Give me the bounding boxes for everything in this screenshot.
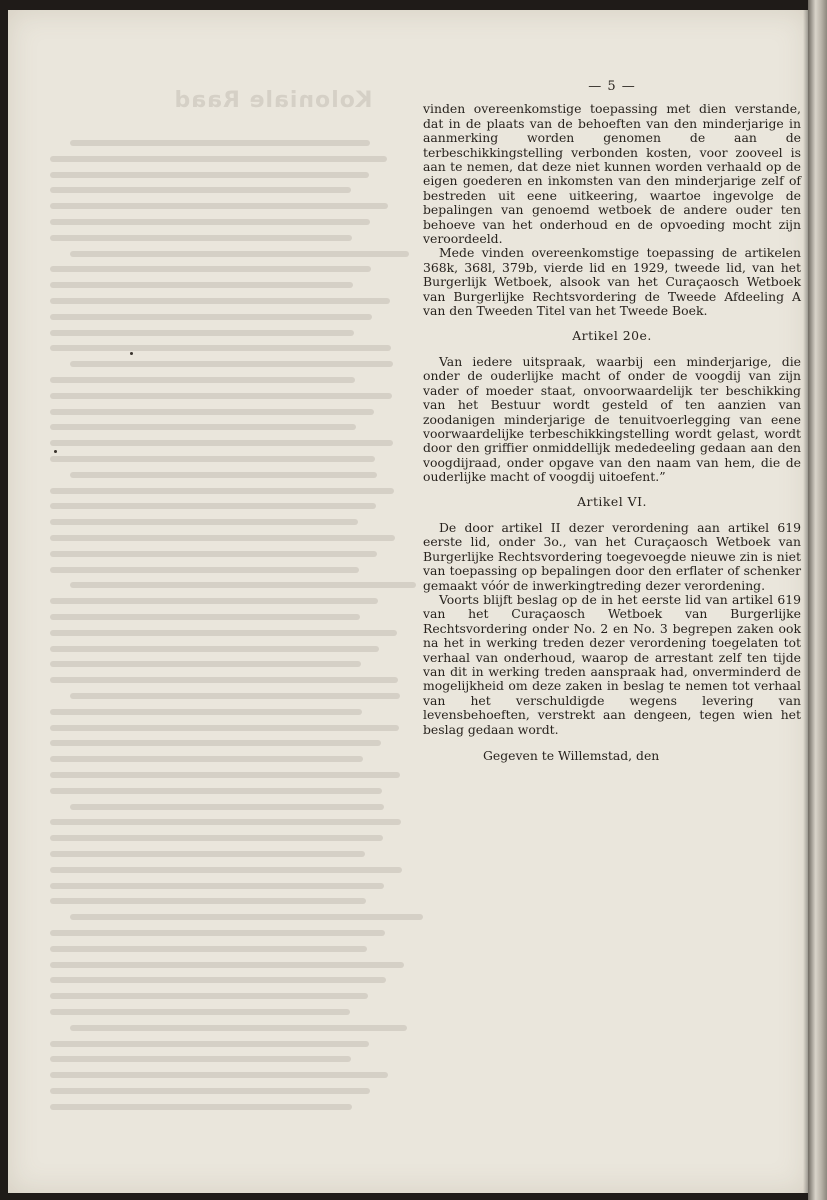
page-number: — 5 —: [588, 79, 636, 94]
speck: [54, 450, 57, 453]
bleed-through-line: [50, 1009, 350, 1015]
bleed-through-line: [50, 598, 378, 604]
document-body: [423, 102, 801, 763]
next-page-edge: [808, 0, 827, 1200]
bleed-through-line: [50, 977, 386, 983]
bleed-through-line: [50, 535, 395, 541]
bleed-through-line: [50, 298, 390, 304]
bleed-through-line: [50, 409, 374, 415]
bleed-through-line: [50, 740, 381, 746]
bleed-through-line: [50, 1072, 388, 1078]
bleed-through-line: [50, 993, 368, 999]
bleed-through-line: [70, 140, 370, 146]
bleed-through-line: [50, 314, 372, 320]
bleed-through-line: [50, 946, 367, 952]
bleed-through-line: [50, 456, 375, 462]
bleed-through-line: [50, 835, 383, 841]
bleed-through-line: [50, 330, 354, 336]
bleed-through-line: [70, 804, 384, 810]
article-heading: Artikel 20e.: [572, 327, 652, 343]
bleed-through-line: [50, 1088, 370, 1094]
bleed-through-line: [50, 867, 402, 873]
article-heading: Artikel VI.: [577, 493, 647, 509]
bleed-through-line: [50, 1104, 352, 1110]
bleed-through-line: [70, 361, 393, 367]
paragraph: De door artikel II dezer verordening aan artikel 619 eerste lid, onder 3o., van het Curaçaosch Wetboek van Burgerlijke Rechtsvordering toegevoegde nieuwe zin is niet van toepassing op bepalingen door den erflater of schenker gemaakt vóór de inwerkingtreding dezer verordening.: [423, 519, 801, 593]
bleed-through-line: [50, 203, 388, 209]
bleed-through-line: [50, 156, 387, 162]
bleed-through-line: [50, 898, 366, 904]
bleed-through-line: [50, 172, 369, 178]
bleed-through-line: [50, 930, 385, 936]
bleed-through-line: [50, 709, 362, 715]
bleed-through-heading: Koloniale Raad: [173, 88, 373, 113]
bleed-through-line: [50, 282, 353, 288]
speck: [130, 352, 133, 355]
bleed-through-line: [50, 503, 376, 509]
bleed-through-line: [50, 567, 359, 573]
bleed-through-line: [50, 345, 391, 351]
bleed-through-line: [70, 582, 416, 588]
bleed-through-line: [50, 266, 371, 272]
bleed-through-line: [50, 1056, 351, 1062]
bleed-through-line: [50, 519, 358, 525]
text-column: [423, 80, 801, 763]
bleed-through-line: [50, 219, 370, 225]
bleed-through-line: [70, 1025, 407, 1031]
document-page: [8, 10, 808, 1193]
bleed-through-line: [50, 677, 398, 683]
bleed-through-line: [50, 488, 394, 494]
bleed-through-line: [50, 235, 352, 241]
bleed-through-line: [70, 472, 377, 478]
bleed-through-line: [50, 424, 356, 430]
bleed-through-line: [70, 251, 409, 257]
bleed-through-line: [50, 661, 361, 667]
paragraph: vinden overeenkomstige toepassing met dien verstande, dat in de plaats van de behoeften van den minderjarige in aanmerking worden genomen de aan de terbeschikkingstelling verbonden kosten, voor zooveel is aan te nemen, dat deze niet kunnen worden verhaald op de eigen goederen en inkomsten van den minderjarige zelf of bestreden uit eene uitkeering, waartoe ingevolge de bepalingen van genoemd wetboek de andere ouder ten behoeve van het onderhoud en de opvoeding mocht zijn veroordeeld.: [423, 101, 801, 247]
bleed-through-line: [50, 962, 404, 968]
bleed-through-line: [50, 551, 377, 557]
bleed-through-line: [50, 725, 399, 731]
bleed-through-line: [50, 1041, 369, 1047]
bleed-through-line: [50, 851, 365, 857]
paragraph: Voorts blijft beslag op de in het eerste lid van artikel 619 van het Curaçaosch Wetboek van Burgerlijke Rechtsvordering onder No. 2 en No. 3 begrepen zaken ook na het in werking treden dezer verordening toegelaten tot verhaal van onderhoud, waarop de arrestant zelf ten tijde van dit in werking treden aanspraak had, onverminderd de mogelijkheid om deze zaken in beslag te nemen tot verhaal van het verschuldigde wegens levering van levensbehoeften, verstrekt aan dengeen, tegen wien het beslag gedaan wordt.: [423, 592, 801, 737]
bleed-through-line: [50, 187, 351, 193]
bleed-through-line: [50, 646, 379, 652]
closing-line: Gegeven te Willemstad, den: [483, 748, 660, 764]
bleed-through-line: [50, 440, 393, 446]
bleed-through-line: [50, 883, 384, 889]
bleed-through-line: [50, 377, 355, 383]
bleed-through-line: [50, 393, 392, 399]
bleed-through-line: [50, 772, 400, 778]
paragraph: Van iedere uitspraak, waarbij een minderjarige, die onder de ouderlijke macht of onder de voogdij van zijn vader of moeder staat, onvoorwaardelijk ter beschikking van het Bestuur wordt gesteld of ten aanzien van zoodanigen minderjarige de tenuitvoerlegging van eene voorwaardelijke terbeschikkingstelling wordt gelast, wordt door den griffier onmiddellijk mededeeling gedaan aan den voogdijraad, onder opgave van den naam van hem, die de ouderlijke macht of voogdij uitoefent.”: [423, 353, 801, 485]
bleed-through-line: [70, 693, 400, 699]
bleed-through-line: [50, 819, 401, 825]
bleed-through-line: [50, 788, 382, 794]
bleed-through-line: [50, 614, 360, 620]
bleed-through-line: [50, 630, 397, 636]
bleed-through-line: [50, 756, 363, 762]
bleed-through-reverse-side: [50, 80, 410, 1120]
paragraph: Mede vinden overeenkomstige toepassing de artikelen 368k, 368l, 379b, vierde lid en 1929, tweede lid, van het Burgerlijk Wetboek, alsook van het Curaçaosch Wetboek van Burgerlijke Rechtsvordering de Tweede Afdeeling A van den Tweeden Titel van het Tweede Boek.: [423, 245, 801, 319]
bleed-through-line: [70, 914, 423, 920]
